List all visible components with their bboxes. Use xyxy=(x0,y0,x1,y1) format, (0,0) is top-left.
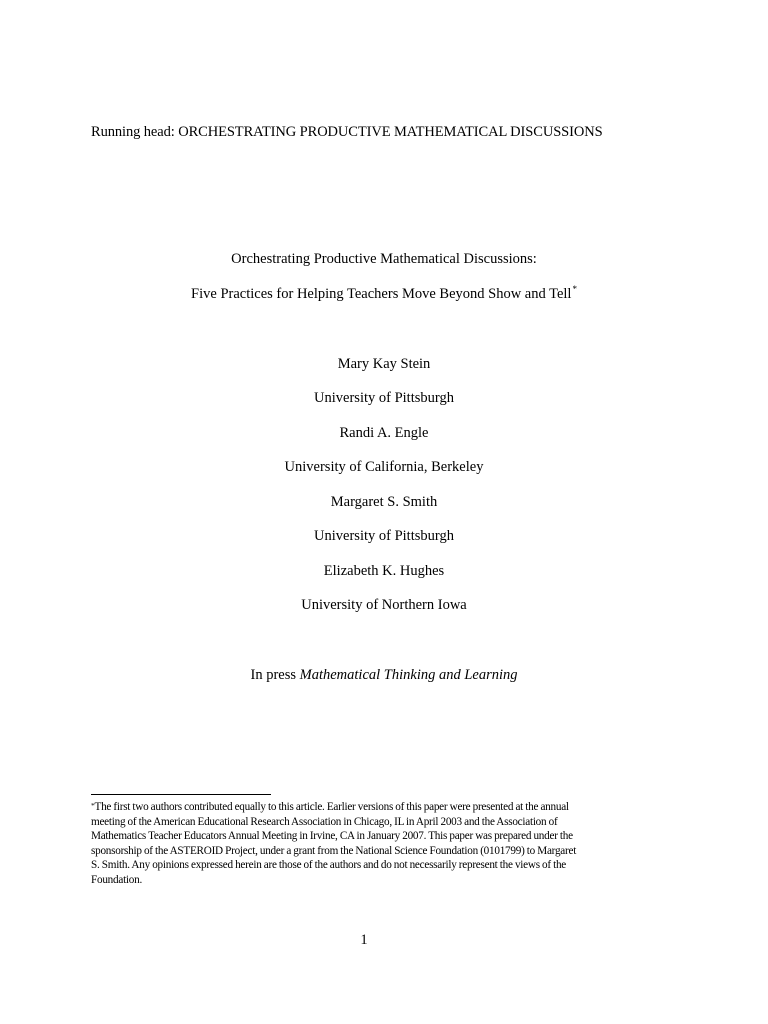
footnote-line: S. Smith. Any opinions expressed herein are those of the authors and do not necessarily represent the views of the xyxy=(91,859,567,872)
title-footnote-mark: * xyxy=(572,284,577,294)
publication-status xyxy=(0,667,768,684)
title-line-1: Orchestrating Productive Mathematical Discussions: xyxy=(231,251,537,267)
footnote xyxy=(91,800,677,888)
title-line-2-text: Five Practices for Helping Teachers Move Beyond Show and Tell xyxy=(191,286,572,302)
author-affiliation: University of California, Berkeley xyxy=(284,459,484,475)
footnote-mark: * xyxy=(91,801,95,810)
publication-prefix: In press xyxy=(250,667,296,683)
footnote-line: Mathematics Teacher Educators Annual Meeting in Irvine, CA in January 2007. This paper was prepared under the xyxy=(91,830,573,843)
author-affiliation: University of Pittsburgh xyxy=(314,390,454,406)
footnote-text: The first two authors contributed equally to this article. Earlier versions of this paper were presented at the annual xyxy=(94,801,569,813)
author-affiliation: University of Northern Iowa xyxy=(301,597,467,613)
running-head: Running head: ORCHESTRATING PRODUCTIVE MATHEMATICAL DISCUSSIONS xyxy=(91,124,603,140)
title-line-2 xyxy=(0,286,768,303)
author-name: Randi A. Engle xyxy=(339,425,429,441)
footnote-line: meeting of the American Educational Research Association in Chicago, IL in April 2003 and the Association of xyxy=(91,815,558,828)
author-name: Elizabeth K. Hughes xyxy=(323,563,445,579)
footnote-line: sponsorship of the ASTEROID Project, under a grant from the National Science Foundation (0101799) to Margaret xyxy=(91,844,577,857)
author-name: Margaret S. Smith xyxy=(330,494,438,510)
footnote-line xyxy=(91,800,677,815)
author-affiliation: University of Pittsburgh xyxy=(314,528,454,544)
journal-name: Mathematical Thinking and Learning xyxy=(299,667,518,683)
page-number: 1 xyxy=(360,932,368,948)
footnote-line: Foundation. xyxy=(91,873,143,886)
footnote-divider xyxy=(91,794,271,795)
author-name: Mary Kay Stein xyxy=(337,356,431,372)
